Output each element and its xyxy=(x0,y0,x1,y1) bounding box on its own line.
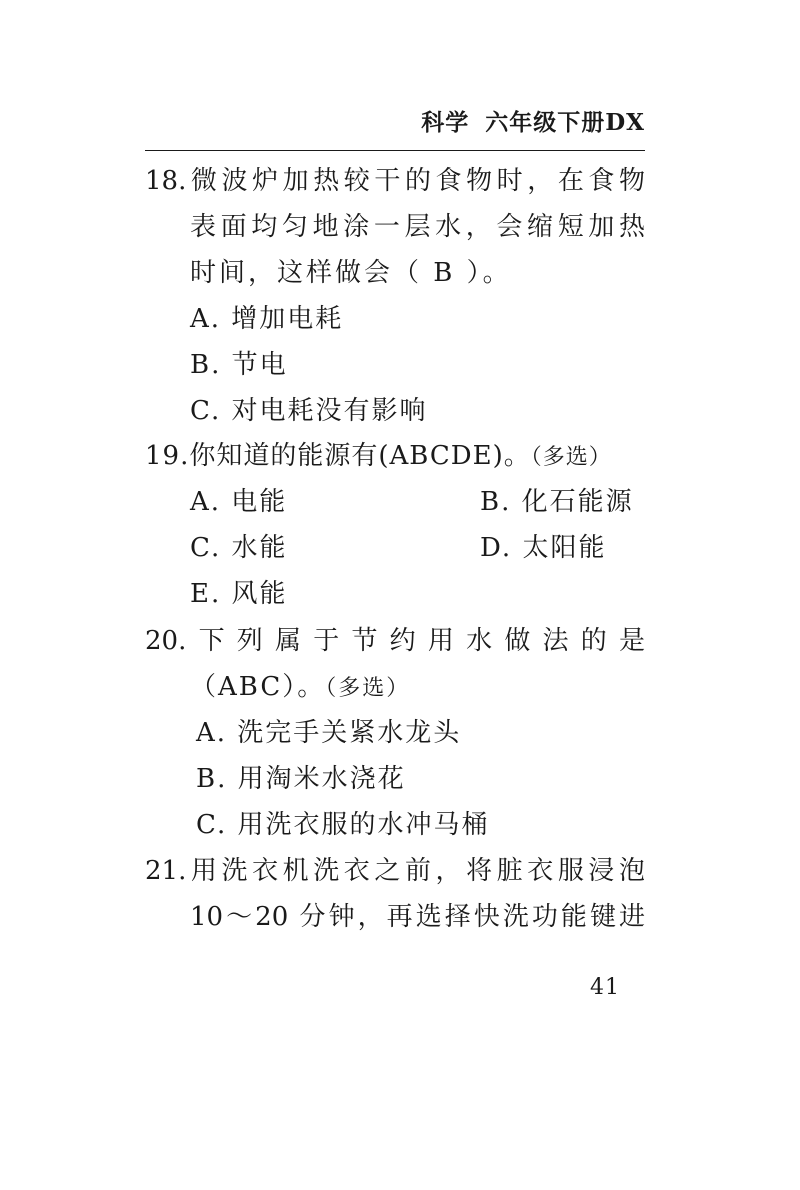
q18-line-3: 时间，这样做会（ B ）。 xyxy=(190,258,512,288)
q19-option-b: B. 化石能源 xyxy=(480,487,634,517)
q21-line-2: 10～20 分钟，再选择快洗功能键进 xyxy=(190,902,645,932)
header-edition: DX xyxy=(605,109,645,136)
q18-option-c: C. 对电耗没有影响 xyxy=(190,396,428,426)
running-header xyxy=(145,104,645,137)
header-rule xyxy=(145,150,645,151)
q18-line-1: 18.微波炉加热较干的食物时，在食物 xyxy=(145,166,645,196)
q20-answer: （ABC）。 xyxy=(190,672,326,702)
q18-option-a: A. 增加电耗 xyxy=(190,304,344,334)
q18-line-2: 表面均匀地涂一层水，会缩短加热 xyxy=(190,212,645,242)
q18-option-b: B. 节电 xyxy=(190,350,288,380)
q19-option-a: A. 电能 xyxy=(190,487,288,517)
q19-option-d: D. 太阳能 xyxy=(480,533,607,563)
q19-option-e: E. 风能 xyxy=(190,579,288,609)
header-grade: 六年级下册 xyxy=(485,109,606,136)
q19-option-c: C. 水能 xyxy=(190,533,288,563)
q19-line-1 xyxy=(145,440,645,474)
q20-option-a: A. 洗完手关紧水龙头 xyxy=(196,718,462,748)
q19-stem: 19.你知道的能源有(ABCDE)。 xyxy=(145,441,531,471)
header-subject: 科学 xyxy=(421,109,470,136)
q19-note: （多选） xyxy=(530,445,612,470)
q20-line-1: 20.下列属于节约用水做法的是 xyxy=(145,626,645,656)
q20-option-c: C. 用洗衣服的水冲马桶 xyxy=(196,810,490,840)
q20-option-b: B. 用淘米水浇花 xyxy=(196,764,406,794)
q20-note: （多选） xyxy=(325,676,411,701)
page-number: 41 xyxy=(590,975,620,1000)
q20-line-2 xyxy=(190,671,410,705)
q21-line-1: 21.用洗衣机洗衣之前，将脏衣服浸泡 xyxy=(145,856,645,886)
